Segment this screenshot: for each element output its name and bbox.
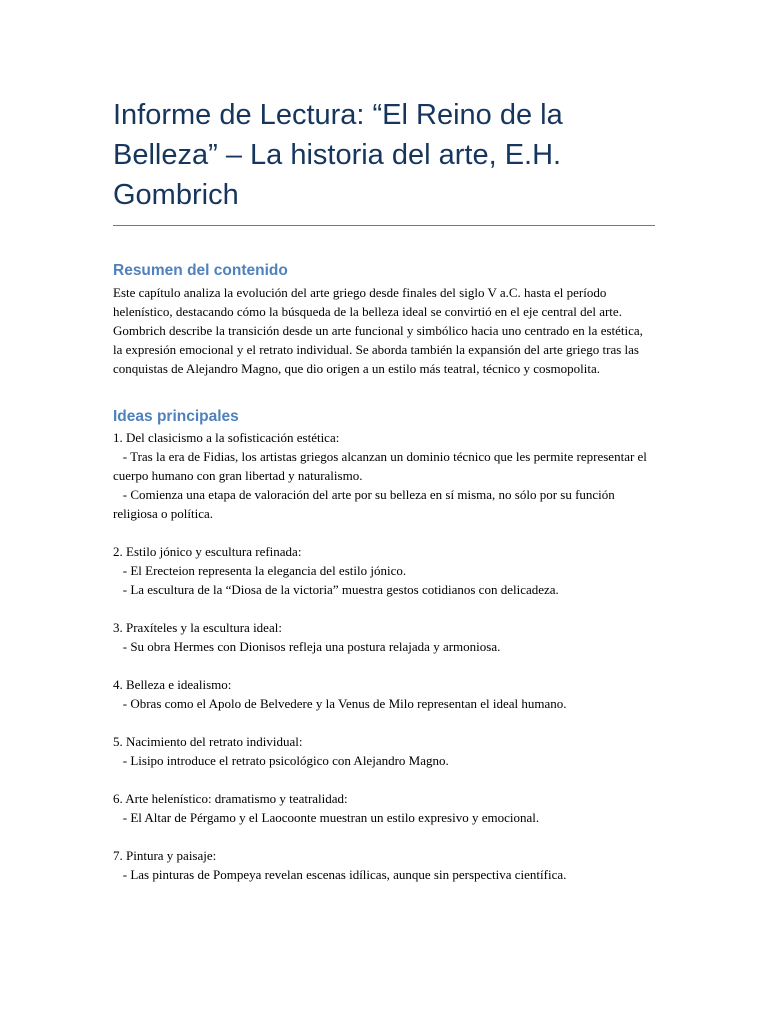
ideas-heading: Ideas principales bbox=[113, 408, 239, 425]
idea-point: - El Altar de Pérgamo y el Laocoonte muestran un estilo expresivo y emocional. bbox=[113, 810, 540, 825]
idea-point: - Lisipo introduce el retrato psicológico con Alejandro Magno. bbox=[113, 753, 449, 768]
idea-item bbox=[113, 675, 655, 713]
idea-item bbox=[113, 789, 655, 827]
idea-point: - El Erecteion representa la elegancia del estilo jónico. bbox=[113, 563, 407, 578]
document-title: Informe de Lectura: “El Reino de la Belleza” – La historia del arte, E.H. Gombrich bbox=[113, 95, 655, 226]
idea-item bbox=[113, 732, 655, 770]
idea-title: 4. Belleza e idealismo: bbox=[113, 677, 232, 692]
idea-point: - Tras la era de Fidias, los artistas griegos alcanzan un dominio técnico que les permite representar el cuerpo humano con gran libertad y naturalismo. bbox=[113, 449, 647, 483]
idea-title: 7. Pintura y paisaje: bbox=[113, 848, 217, 863]
idea-point: - Comienza una etapa de valoración del arte por su belleza en sí misma, no sólo por su función religiosa o política. bbox=[113, 487, 615, 521]
idea-point: - La escultura de la “Diosa de la victoria” muestra gestos cotidianos con delicadeza. bbox=[113, 582, 559, 597]
ideas-list bbox=[113, 428, 655, 884]
idea-point: - Obras como el Apolo de Belvedere y la Venus de Milo representan el ideal humano. bbox=[113, 696, 567, 711]
idea-item bbox=[113, 846, 655, 884]
idea-title: 3. Praxíteles y la escultura ideal: bbox=[113, 620, 282, 635]
idea-title: 1. Del clasicismo a la sofisticación estética: bbox=[113, 430, 340, 445]
summary-heading: Resumen del contenido bbox=[113, 262, 288, 279]
idea-item bbox=[113, 618, 655, 656]
idea-item bbox=[113, 428, 655, 523]
summary-paragraph: Este capítulo analiza la evolución del arte griego desde finales del siglo V a.C. hasta el período helenístico, destacando cómo la búsqueda de la belleza ideal se convirtió en el eje central del arte. Gombrich describe la transición desde un arte funcional y simbólico hacia uno centrado en la estética, la expresión emocional y el retrato individual. Se aborda también la expansión del arte griego tras las conquistas de Alejandro Magno, que dio origen a un estilo más teatral, técnico y cosmopolita. bbox=[113, 285, 643, 376]
idea-title: 5. Nacimiento del retrato individual: bbox=[113, 734, 303, 749]
idea-title: 2. Estilo jónico y escultura refinada: bbox=[113, 544, 302, 559]
document-page bbox=[113, 95, 655, 903]
idea-title: 6. Arte helenístico: dramatismo y teatralidad: bbox=[113, 791, 348, 806]
idea-item bbox=[113, 542, 655, 599]
idea-point: - Las pinturas de Pompeya revelan escenas idílicas, aunque sin perspectiva científica. bbox=[113, 867, 567, 882]
idea-point: - Su obra Hermes con Dionisos refleja una postura relajada y armoniosa. bbox=[113, 639, 501, 654]
